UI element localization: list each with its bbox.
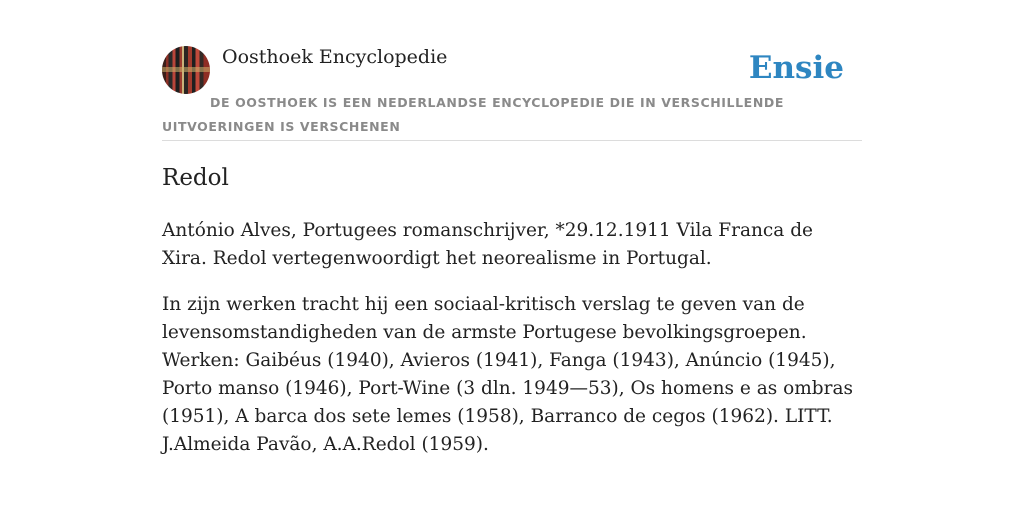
site-tagline: DE OOSTHOEK IS EEN NEDERLANDSE ENCYCLOPEDIE DIE IN VERSCHILLENDE UITVOERINGEN IS VERSCHENEN bbox=[162, 95, 784, 134]
article bbox=[162, 162, 862, 459]
article-paragraph: António Alves, Portugees romanschrijver, *29.12.1911 Vila Franca de Xira. Redol vertegenwoordigt het neorealisme in Portugal. bbox=[162, 220, 813, 269]
site-name-link[interactable]: Oosthoek Encyclopedie bbox=[222, 46, 448, 68]
ensie-logo-link[interactable]: Ensie bbox=[748, 50, 844, 86]
article-paragraph: In zijn werken tracht hij een sociaal-kritisch verslag te geven van de levensomstandigheden van de armste Portugese bevolkingsgroepen. Werken: Gaibéus (1940), Avieros (1941), Fanga (1943), Anúncio (1945), Porto manso (1946), Port-Wine (3 dln. 1949—53), Os homens e as ombras (1951), A barca dos sete lemes (1958), Barranco de cegos (1962). LITT. J.Almeida Pavão, A.A.Redol (1959). bbox=[162, 294, 854, 455]
article-title: Redol bbox=[162, 165, 229, 191]
site-header bbox=[162, 46, 862, 141]
book-spines-icon[interactable] bbox=[162, 46, 210, 94]
